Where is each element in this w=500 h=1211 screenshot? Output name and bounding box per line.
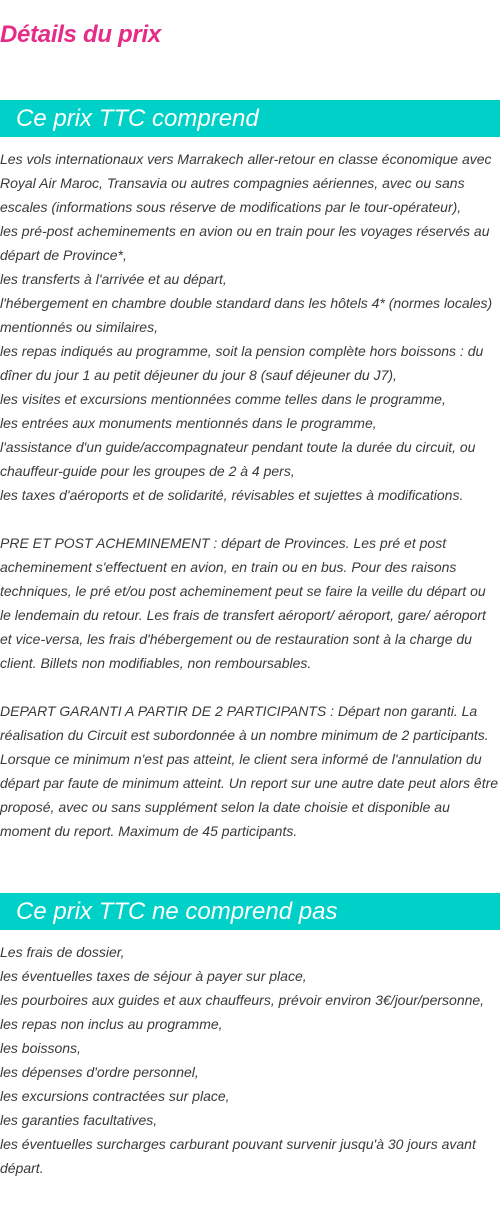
includes-heading: Ce prix TTC comprend	[16, 105, 259, 132]
includes-item: Les vols internationaux vers Marrakech aller-retour en classe économique avec Royal Air Maroc, Transavia ou autres compagnies aériennes, avec ou sans escales (informations sous réserve de modifications par le tour-opérateur),	[0, 151, 492, 215]
includes-item: les pré-post acheminements en avion ou en train pour les voyages réservés au départ de Province*,	[0, 223, 490, 263]
page-title: Détails du prix	[0, 21, 161, 48]
includes-item: les repas indiqués au programme, soit la pension complète hors boissons : du dîner du jour 1 au petit déjeuner du jour 8 (sauf déjeuner du J7),	[0, 343, 484, 383]
excludes-list	[0, 940, 500, 1180]
includes-item: l'assistance d'un guide/accompagnateur pendant toute la durée du circuit, ou chauffeur-guide pour les groupes de 2 à 4 pers,	[0, 439, 476, 479]
excludes-item: les éventuelles taxes de séjour à payer sur place,	[0, 968, 307, 984]
includes-item: les entrées aux monuments mentionnés dans le programme,	[0, 415, 377, 431]
guaranteed-departure-paragraph: DEPART GARANTI A PARTIR DE 2 PARTICIPANTS : Départ non garanti. La réalisation du Circuit est subordonnée à un nombre minimum de 2 participants. Lorsque ce minimum n'est pas atteint, le client sera informé de l'annulation du départ par faute de minimum atteint. Un report sur une autre date peut alors être proposé, avec ou sans supplément selon la date choisie et disponible au moment du report. Maximum de 45 participants.	[0, 703, 499, 839]
excludes-item: les excursions contractées sur place,	[0, 1088, 230, 1104]
excludes-item: les repas non inclus au programme,	[0, 1016, 223, 1032]
excludes-header-band	[0, 893, 500, 930]
excludes-item: les dépenses d'ordre personnel,	[0, 1064, 199, 1080]
excludes-item: les garanties facultatives,	[0, 1112, 158, 1128]
excludes-item: les boissons,	[0, 1040, 81, 1056]
includes-item: l'hébergement en chambre double standard dans les hôtels 4* (normes locales) mentionnés ou similaires,	[0, 295, 493, 335]
excludes-item: Les frais de dossier,	[0, 944, 125, 960]
excludes-heading: Ce prix TTC ne comprend pas	[16, 898, 338, 925]
includes-header-band	[0, 100, 500, 137]
includes-item: les transferts à l'arrivée et au départ,	[0, 271, 227, 287]
pre-post-paragraph: PRE ET POST ACHEMINEMENT : départ de Provinces. Les pré et post acheminement s'effectuent en avion, en train ou en bus. Pour des raisons techniques, le pré et/ou post acheminement peut se faire la veille du départ ou le lendemain du retour. Les frais de transfert aéroport/ aéroport, gare/ aéroport et vice-versa, les frais d'hébergement ou de restauration sont à la charge du client. Billets non modifiables, non remboursables.	[0, 535, 486, 671]
includes-list	[0, 147, 500, 507]
excludes-item: les pourboires aux guides et aux chauffeurs, prévoir environ 3€/jour/personne,	[0, 992, 485, 1008]
includes-item: les visites et excursions mentionnées comme telles dans le programme,	[0, 391, 446, 407]
excludes-item: les éventuelles surcharges carburant pouvant survenir jusqu'à 30 jours avant départ.	[0, 1136, 476, 1176]
includes-item: les taxes d'aéroports et de solidarité, révisables et sujettes à modifications.	[0, 487, 464, 503]
